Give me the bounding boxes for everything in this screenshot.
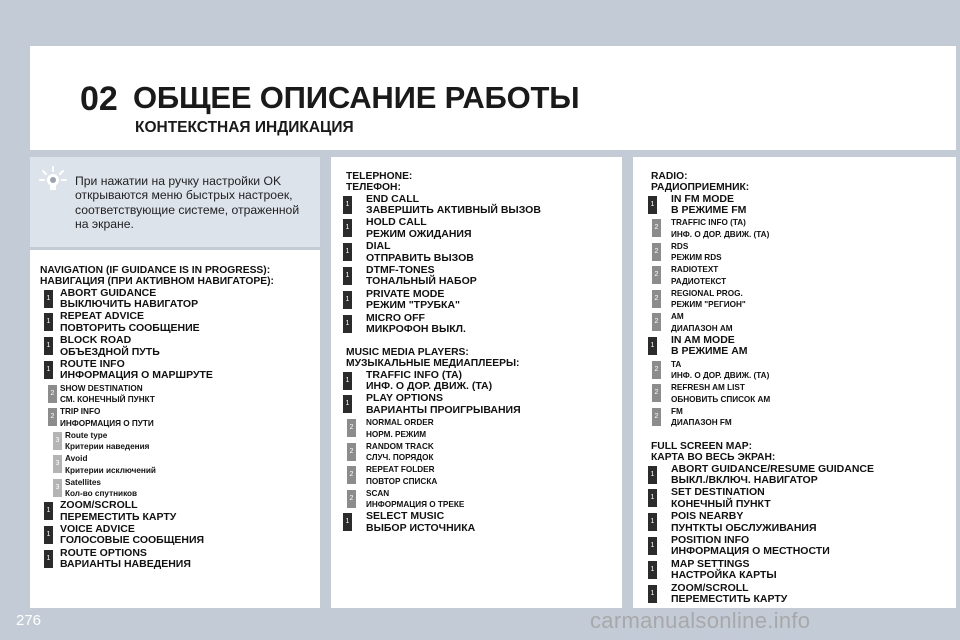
level-badge: 2 — [652, 384, 661, 402]
light-bulb-icon — [38, 165, 68, 195]
menu-item-en: END CALL — [366, 192, 420, 205]
level-badge: 1 — [343, 315, 352, 333]
level-badge: 2 — [652, 313, 661, 331]
menu-item-en: ABORT GUIDANCE — [60, 286, 157, 299]
menu-item-en: POSITION INFO — [671, 534, 750, 546]
level-badge: 1 — [648, 537, 657, 555]
menu-item-en: SET DESTINATION — [671, 486, 765, 499]
menu-item-en: HOLD CALL — [366, 216, 427, 229]
menu-item-en: SHOW DESTINATION — [60, 383, 143, 393]
menu-item-en: Route type — [65, 430, 108, 440]
watermark: carmanualsonline.info — [590, 608, 811, 633]
menu-item-en: ROUTE OPTIONS — [60, 546, 147, 559]
menu-item-ru: РЕЖИМ ОЖИДАНИЯ — [366, 227, 472, 240]
menu-item-ru: ГОЛОСОВЫЕ СООБЩЕНИЯ — [60, 534, 205, 547]
chapter-number: 02 — [80, 80, 118, 118]
menu-item-en: IN FM MODE — [671, 192, 734, 205]
menu-item-en: ABORT GUIDANCE/RESUME GUIDANCE — [671, 462, 875, 475]
section-heading: FULL SCREEN MAP: — [651, 441, 753, 452]
menu-item-en: PLAY OPTIONS — [366, 392, 444, 405]
menu-item-ru: СЛУЧ. ПОРЯДОК — [366, 453, 434, 462]
menu-item-en: ROUTE INFO — [60, 358, 125, 370]
level-badge: 1 — [343, 243, 352, 261]
menu-item-en: REPEAT FOLDER — [366, 465, 435, 475]
menu-item-ru: В РЕЖИМЕ FM — [671, 203, 747, 216]
menu-item-en: TRAFFIC INFO (TA) — [671, 218, 746, 228]
level-badge: 1 — [343, 513, 352, 531]
menu-item-ru: РЕЖИМ RDS — [671, 253, 722, 263]
menu-item-ru: ВЫКЛ./ВКЛЮЧ. НАВИГАТОР — [671, 473, 818, 486]
menu-item-ru: Критерии исключений — [65, 465, 156, 475]
level-badge: 2 — [652, 290, 661, 308]
menu-item-en: MICRO OFF — [366, 311, 425, 324]
page-title: ОБЩЕЕ ОПИСАНИЕ РАБОТЫ — [133, 80, 580, 115]
level-badge: 1 — [343, 291, 352, 309]
level-badge: 2 — [652, 361, 661, 379]
menu-item-ru: ОТПРАВИТЬ ВЫЗОВ — [366, 251, 474, 264]
menu-item-en: VOICE ADVICE — [60, 523, 135, 536]
menu-item-en: DTMF-TONES — [366, 264, 435, 276]
page-subtitle: КОНТЕКСТНАЯ ИНДИКАЦИЯ — [135, 119, 354, 136]
menu-item-ru: ВАРИАНТЫ НАВЕДЕНИЯ — [60, 558, 191, 571]
menu-item-en: SELECT MUSIC — [366, 510, 445, 523]
menu-item-ru: ТОНАЛЬНЫЙ НАБОР — [366, 275, 477, 288]
level-badge: 1 — [648, 585, 657, 603]
level-badge: 1 — [44, 526, 53, 544]
level-badge: 1 — [343, 196, 352, 214]
level-badge: 2 — [347, 466, 356, 484]
menu-item-ru: ВЫКЛЮЧИТЬ НАВИГАТОР — [60, 297, 199, 310]
menu-item-ru: ИНФ. О ДОР. ДВИЖ. (TA) — [366, 379, 493, 392]
menu-item-en: MAP SETTINGS — [671, 557, 750, 570]
menu-item-en: POIS NEARBY — [671, 510, 744, 523]
section-heading: МУЗЫКАЛЬНЫЕ МЕДИАПЛЕЕРЫ: — [346, 358, 520, 370]
level-badge: 2 — [48, 385, 57, 403]
menu-item-en: PRIVATE MODE — [366, 287, 445, 300]
level-badge: 3 — [53, 479, 62, 497]
section-heading: ТЕЛЕФОН: — [346, 182, 401, 194]
level-badge: 1 — [44, 361, 53, 379]
menu-item-en: FM — [671, 406, 683, 416]
menu-item-en: RADIOTEXT — [671, 265, 719, 275]
level-badge: 2 — [347, 419, 356, 437]
level-badge: 1 — [44, 502, 53, 520]
level-badge: 1 — [44, 337, 53, 355]
menu-item-ru: ВАРИАНТЫ ПРОИГРЫВАНИЯ — [366, 403, 521, 416]
menu-item-ru: Критерии наведения — [65, 442, 150, 452]
menu-item-ru: В РЕЖИМЕ AM — [671, 345, 748, 358]
level-badge: 2 — [652, 408, 661, 426]
menu-item-ru: МИКРОФОН ВЫКЛ. — [366, 322, 466, 335]
menu-item-ru: ИНФОРМАЦИЯ О МАРШРУТЕ — [60, 369, 213, 382]
menu-item-en: ZOOM/SCROLL — [671, 581, 749, 594]
section-heading: NAVIGATION (IF GUIDANCE IS IN PROGRESS): — [40, 265, 271, 276]
level-badge: 3 — [53, 432, 62, 450]
menu-item-ru: ДИАПАЗОН FM — [671, 418, 732, 427]
menu-item-ru: ИНФОРМАЦИЯ О ПУТИ — [60, 418, 154, 428]
menu-item-ru: ДИАПАЗОН AM — [671, 323, 733, 333]
level-badge: 1 — [44, 290, 53, 308]
level-badge: 2 — [652, 243, 661, 261]
menu-item-ru: ПУНТКТЫ ОБСЛУЖИВАНИЯ — [671, 521, 817, 534]
menu-item-ru: РАДИОТЕКСТ — [671, 276, 727, 286]
menu-item-ru: ИНФ. О ДОР. ДВИЖ. (TA) — [671, 371, 770, 380]
level-badge: 2 — [347, 490, 356, 508]
level-badge: 1 — [44, 313, 53, 331]
level-badge: 1 — [343, 219, 352, 237]
level-badge: 1 — [343, 395, 352, 413]
menu-item-en: Avoid — [65, 454, 88, 464]
section-heading: КАРТА ВО ВЕСЬ ЭКРАН: — [651, 452, 776, 464]
menu-item-en: AM — [671, 312, 684, 322]
menu-item-en: RANDOM TRACK — [366, 441, 434, 451]
menu-item-ru: РЕЖИМ "ТРУБКА" — [366, 299, 461, 312]
menu-item-en: REGIONAL PROG. — [671, 288, 743, 298]
section-heading: MUSIC MEDIA PLAYERS: — [346, 347, 469, 358]
menu-item-en: IN AM MODE — [671, 333, 735, 346]
menu-item-ru: ПЕРЕМЕСТИТЬ КАРТУ — [671, 592, 788, 605]
menu-item-en: DIAL — [366, 240, 391, 253]
menu-item-ru: ИНФОРМАЦИЯ О ТРЕКЕ — [366, 500, 465, 509]
section-heading: RADIO: — [651, 171, 688, 182]
menu-item-en: TRAFFIC INFO (TA) — [366, 368, 463, 381]
section-heading: TELEPHONE: — [346, 171, 413, 182]
menu-item-ru: ОБНОВИТЬ СПИСОК AM — [671, 394, 771, 404]
menu-item-ru: НАСТРОЙКА КАРТЫ — [671, 569, 777, 582]
menu-item-ru: ИНФОРМАЦИЯ О МЕСТНОСТИ — [671, 545, 830, 558]
menu-item-en: ZOOM/SCROLL — [60, 499, 138, 512]
level-badge: 1 — [343, 267, 352, 285]
menu-item-ru: РЕЖИМ "РЕГИОН" — [671, 300, 746, 310]
menu-item-en: REPEAT ADVICE — [60, 310, 145, 323]
level-badge: 1 — [343, 372, 352, 390]
menu-item-en: BLOCK ROAD — [60, 334, 132, 347]
menu-item-en: NORMAL ORDER — [366, 418, 434, 428]
menu-item-ru: СМ. КОНЕЧНЫЙ ПУНКТ — [60, 395, 155, 405]
level-badge: 2 — [652, 266, 661, 284]
menu-item-ru: ОБЪЕЗДНОЙ ПУТЬ — [60, 345, 160, 358]
menu-item-en: TRIP INFO — [60, 407, 101, 417]
level-badge: 1 — [648, 561, 657, 579]
menu-item-ru: КОНЕЧНЫЙ ПУНКТ — [671, 497, 771, 510]
info-note — [30, 157, 320, 247]
menu-item-ru: Кол-во спутников — [65, 489, 138, 499]
menu-item-en: TA — [671, 359, 682, 369]
level-badge: 1 — [44, 550, 53, 568]
level-badge: 1 — [648, 513, 657, 531]
level-badge: 2 — [652, 219, 661, 237]
level-badge: 1 — [648, 196, 657, 214]
page-number: 276 — [16, 612, 42, 629]
level-badge: 2 — [48, 408, 57, 426]
level-badge: 1 — [648, 466, 657, 484]
menu-item-en: Satellites — [65, 477, 101, 487]
menu-item-ru: ПОВТОР СПИСКА — [366, 476, 438, 486]
menu-item-en: RDS — [671, 241, 689, 251]
menu-item-en: SCAN — [366, 488, 390, 498]
menu-item-ru: ИНФ. О ДОР. ДВИЖ. (TA) — [671, 229, 770, 239]
level-badge: 1 — [648, 489, 657, 507]
menu-item-ru: ВЫБОР ИСТОЧНИКА — [366, 521, 476, 534]
menu-item-en: REFRESH AM LIST — [671, 383, 745, 393]
section-heading: НАВИГАЦИЯ (ПРИ АКТИВНОМ НАВИГАТОРЕ): — [40, 276, 274, 288]
menu-item-ru: ПОВТОРИТЬ СООБЩЕНИЕ — [60, 321, 200, 334]
level-badge: 2 — [347, 443, 356, 461]
section-heading: РАДИОПРИЕМНИК: — [651, 182, 750, 194]
level-badge: 3 — [53, 455, 62, 473]
menu-item-ru: ЗАВЕРШИТЬ АКТИВНЫЙ ВЫЗОВ — [366, 203, 541, 216]
menu-item-ru: НОРМ. РЕЖИМ — [366, 429, 427, 439]
level-badge: 1 — [648, 337, 657, 355]
note-text: При нажатии на ручку настройки OK открываются меню быстрых настроек, соответствующие системе, отраженной на экране. — [75, 174, 300, 232]
menu-item-ru: ПЕРЕМЕСТИТЬ КАРТУ — [60, 510, 177, 523]
